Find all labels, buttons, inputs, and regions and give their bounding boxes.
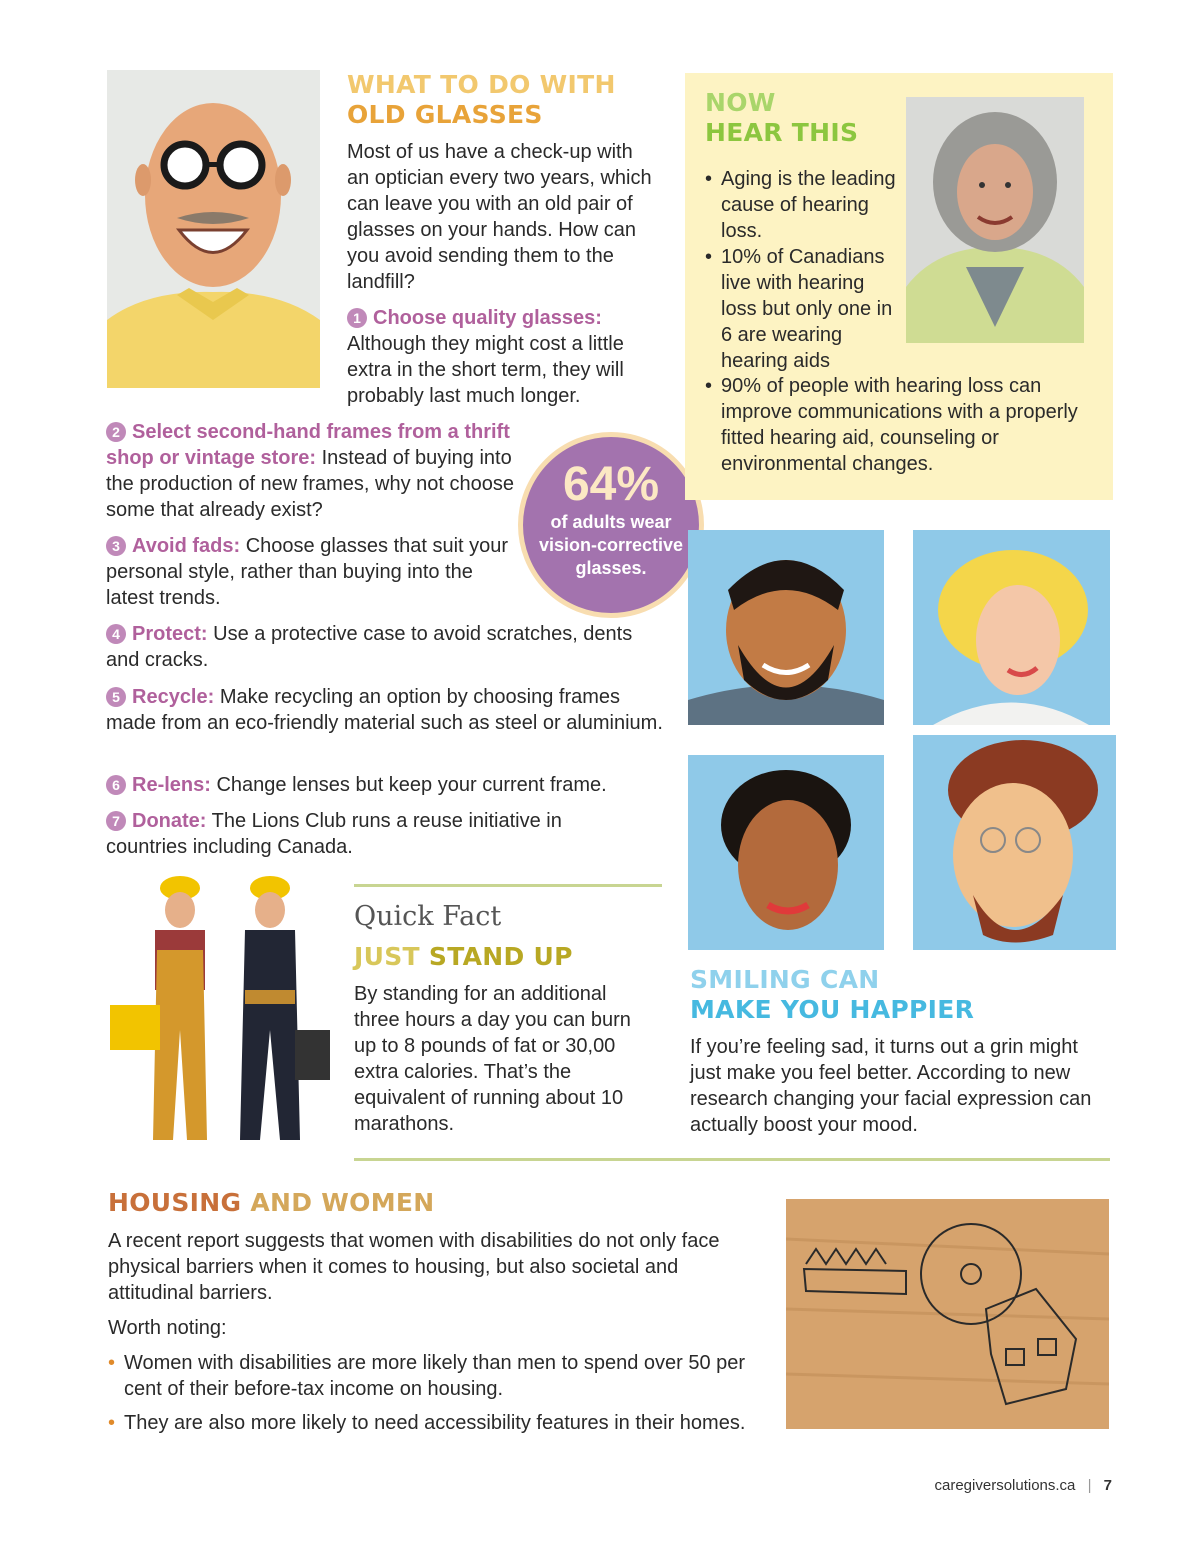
housing-title-b: AND WOMEN bbox=[250, 1188, 435, 1217]
housing-title-a: HOUSING bbox=[108, 1188, 242, 1217]
glasses-title-line1: WHAT TO DO WITH bbox=[347, 70, 616, 99]
tip-label: Recycle: bbox=[132, 686, 215, 708]
stat-value: 64% bbox=[562, 458, 660, 511]
footer bbox=[880, 1476, 1112, 1496]
tip-text: Instead of buying into the production of new frames, why not choose some that already exist? bbox=[106, 447, 515, 521]
tip-label: Re-lens: bbox=[132, 774, 211, 796]
quickfact-top-rule bbox=[354, 884, 662, 887]
tip-text: Change lenses but keep your current frame. bbox=[210, 774, 607, 796]
cartoon-bearded-man bbox=[688, 530, 884, 725]
housing-intro: A recent report suggests that women with disabilities do not only face physical barriers when it comes to housing, but also societal and attitudinal barriers. bbox=[108, 1230, 720, 1304]
tip-text: The Lions Club runs a reuse initiative in countries including Canada. bbox=[106, 810, 562, 858]
tip-label: Donate: bbox=[132, 810, 207, 832]
housing-bullet-1: • Women with disabilities are more likely than men to spend over 50 per cent of their before-tax income on housing. bbox=[108, 1350, 778, 1402]
hearing-list-bottom bbox=[705, 373, 1095, 477]
tip-1 bbox=[347, 305, 652, 409]
tip-4 bbox=[106, 621, 666, 673]
photo-construction-workers bbox=[105, 870, 337, 1160]
footer-page-number: 7 bbox=[1103, 1477, 1112, 1494]
cartoon-dark-haired-woman bbox=[688, 755, 884, 950]
photo-man-with-glasses bbox=[107, 70, 320, 388]
hearing-bullet-1: • Aging is the leading cause of hearing loss. bbox=[705, 166, 900, 244]
tip-number: 3 bbox=[106, 536, 126, 556]
tip-label: Avoid fads: bbox=[132, 535, 241, 557]
photo-key-house-drawing-on-wood bbox=[786, 1199, 1109, 1429]
housing-title bbox=[108, 1188, 434, 1218]
tip-label: Select second-hand frames from a thrift shop or vintage store: bbox=[106, 421, 510, 469]
tip-text: Make recycling an option by choosing frames made from an eco-friendly material such as steel or aluminium. bbox=[106, 686, 663, 734]
quickfact-body: By standing for an additional three hours a day you can burn up to 8 pounds of fat or 30,00 extra calories. That’s the equivalent of running about 10 marathons. bbox=[354, 983, 631, 1135]
tip-text: Although they might cost a little extra in the short term, they will probably last much longer. bbox=[347, 333, 624, 407]
tip-text: Use a protective case to avoid scratches, dents and cracks. bbox=[106, 623, 633, 671]
glasses-title-line2: OLD GLASSES bbox=[347, 100, 543, 129]
quickfact-title-a: JUST bbox=[354, 942, 420, 971]
hearing-bullet-2: • 10% of Canadians live with hearing loss but only one in 6 are wearing hearing aids bbox=[705, 244, 900, 374]
housing-worth-noting: Worth noting: bbox=[108, 1317, 227, 1339]
smiling-body: If you’re feeling sad, it turns out a grin might just make you feel better. According to new research changing your facial expression can actually boost your mood. bbox=[690, 1036, 1092, 1136]
tip-number: 4 bbox=[106, 624, 126, 644]
hearing-title-line1: NOW bbox=[705, 88, 776, 117]
hearing-bullet-3: • 90% of people with hearing loss can improve communications with a properly fitted hearing aid, counseling or environmental changes. bbox=[705, 373, 1095, 477]
tip-2 bbox=[106, 419, 526, 523]
tip-number: 6 bbox=[106, 775, 126, 795]
tip-text: Choose glasses that suit your personal style, rather than buying into the latest trends. bbox=[106, 535, 509, 609]
quickfact-title bbox=[354, 942, 573, 972]
tip-5 bbox=[106, 684, 666, 736]
section-divider-rule bbox=[354, 1158, 1110, 1161]
housing-list bbox=[108, 1350, 778, 1444]
footer-separator: | bbox=[1087, 1477, 1092, 1494]
smiling-title-line2: MAKE YOU HAPPIER bbox=[690, 995, 975, 1024]
tip-number: 7 bbox=[106, 811, 126, 831]
tip-6 bbox=[106, 772, 666, 798]
quickfact-title-b: STAND UP bbox=[428, 942, 573, 971]
tip-label: Protect: bbox=[132, 623, 208, 645]
stat-text: of adults wear vision-corrective glasses. bbox=[538, 512, 684, 578]
tip-3 bbox=[106, 533, 511, 611]
tip-number: 1 bbox=[347, 308, 367, 328]
cartoon-red-haired-man bbox=[913, 735, 1116, 950]
smiling-title-line1: SMILING CAN bbox=[690, 965, 880, 994]
stat-circle bbox=[518, 432, 704, 618]
hearing-title-line2: HEAR THIS bbox=[705, 118, 859, 147]
housing-bullet-2: • They are also more likely to need accessibility features in their homes. bbox=[108, 1410, 778, 1436]
footer-site: caregiversolutions.ca bbox=[934, 1477, 1076, 1494]
tip-number: 2 bbox=[106, 422, 126, 442]
tip-number: 5 bbox=[106, 687, 126, 707]
quickfact-kicker: Quick Fact bbox=[354, 901, 502, 932]
cartoon-blonde-woman bbox=[913, 530, 1110, 725]
hearing-list-top bbox=[705, 166, 900, 374]
photo-gray-haired-woman bbox=[906, 97, 1084, 343]
tip-7 bbox=[106, 808, 626, 860]
tip-label: Choose quality glasses: bbox=[373, 307, 602, 329]
glasses-intro: Most of us have a check-up with an optician every two years, which can leave you with an old pair of glasses on your hands. How can you avoid sending them to the landfill? bbox=[347, 141, 652, 293]
